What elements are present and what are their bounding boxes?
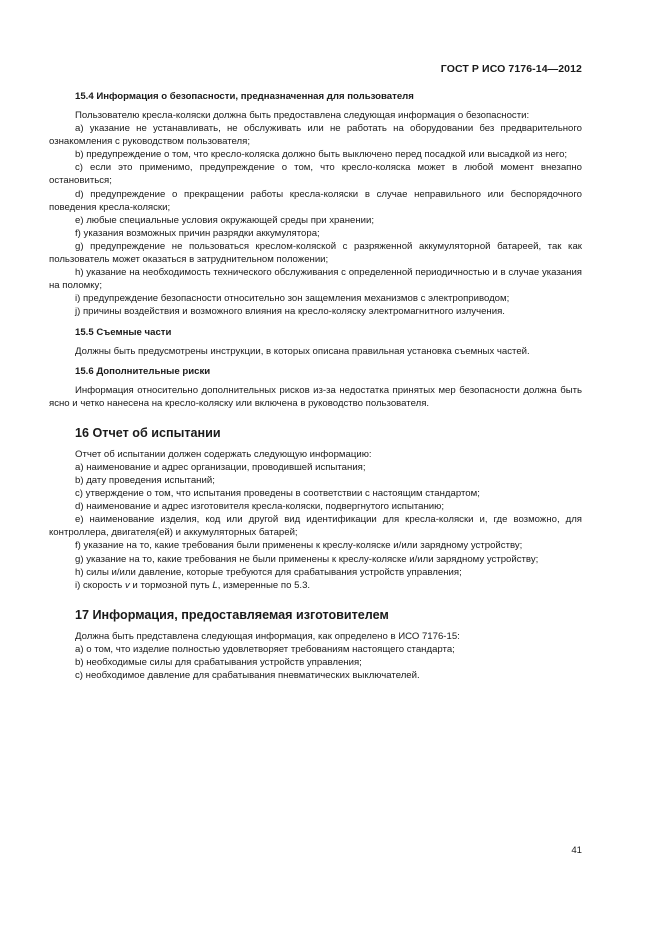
heading-15-4: 15.4 Информация о безопасности, предназначенная для пользователя [75, 91, 414, 102]
list-item: h) указание на необходимость технического обслуживания с определенной периодичностью и в случае указания на поломку; [49, 267, 582, 292]
paragraph-16-intro: Отчет об испытании должен содержать следующую информацию: [75, 448, 372, 460]
heading-15-6: 15.6 Дополнительные риски [75, 365, 211, 377]
list-item: b) предупреждение о том, что кресло-коляска должно быть выключено перед посадкой или высадкой из него; [75, 149, 568, 161]
list-item-i-mid: и тормозной путь [129, 579, 213, 591]
heading-15-5: 15.5 Съемные части [75, 326, 172, 338]
list-item: c) необходимое давление для срабатывания пневматических выключателей. [75, 670, 420, 682]
list-item: f) указание на то, какие требования были применены к креслу-коляске и/или зарядному устройству; [75, 540, 523, 552]
paragraph-17-intro: Должна быть представлена следующая информация, как определено в ИСО 7176-15: [75, 630, 460, 642]
list-item-i-suffix: , измеренные по 5.3. [217, 579, 311, 591]
list-item: b) дату проведения испытаний; [75, 474, 215, 486]
list-item: j) причины воздействия и возможного влияния на кресло-коляску электромагнитного излучения. [75, 306, 505, 318]
list-item: c) если это применимо, предупреждение о том, что кресло-коляска может в любой момент внезапно остановиться; [49, 162, 582, 187]
document-code: ГОСТ Р ИСО 7176-14—2012 [440, 63, 582, 75]
list-item: g) указание на то, какие требования не были применены к креслу-коляске и/или зарядному устройству; [75, 553, 539, 565]
page-number: 41 [571, 845, 582, 856]
paragraph-15-4-intro: Пользователю кресла-коляски должна быть предоставлена следующая информация о безопасности: [75, 110, 530, 121]
list-item: a) наименование и адрес организации, проводившей испытания; [75, 461, 366, 473]
list-item: e) любые специальные условия окружающей среды при хранении; [75, 214, 375, 226]
list-item: b) необходимые силы для срабатывания устройств управления; [75, 657, 362, 668]
list-item: d) наименование и адрес изготовителя кресла-коляски, подвергнутого испытанию; [75, 501, 445, 513]
list-item: g) предупреждение не пользоваться креслом-коляской с разряженной аккумуляторной батареей, так как пользователь может оказаться в затруднительном положении; [49, 240, 582, 266]
list-item: i) предупреждение безопасности относительно зон защемления механизмов с электроприводом; [75, 293, 510, 305]
list-item: a) указание не устанавливать, не обслуживать или не работать на оборудовании без предварительного ознакомления с руководством пользователя; [49, 123, 582, 148]
paragraph-15-6: Информация относительно дополнительных рисков из-за недостатка принятых мер безопасности должна быть ясно и четко нанесена на кресло-коляску или включена в руководство пользователя. [49, 384, 582, 409]
heading-section-17: 17 Информация, предоставляемая изготовителем [75, 607, 389, 622]
list-item: e) наименование изделия, код или другой вид идентификации для кресла-коляски и, где возможно, для контроллера, двигателя(ей) и аккумуляторных батарей; [49, 514, 582, 539]
list-item-i [49, 579, 582, 592]
list-item: c) утверждение о том, что испытания проведены в соответствии с настоящим стандартом; [75, 488, 480, 500]
variable-l: L [212, 579, 218, 591]
page-content [49, 90, 582, 682]
paragraph-15-5: Должны быть предусмотрены инструкции, в которых описана правильная установка съемных частей. [75, 345, 530, 357]
list-item: h) силы и/или давление, которые требуются для срабатывания устройств управления; [75, 566, 462, 578]
heading-section-16: 16 Отчет об испытании [75, 425, 221, 440]
list-item: d) предупреждение о прекращении работы кресла-коляски в случае неправильного или беспорядочного поведения кресла-коляски; [49, 188, 582, 213]
list-item-i-prefix: i) скорость [75, 579, 125, 591]
list-item: f) указания возможных причин разрядки аккумулятора; [75, 227, 320, 239]
list-item: a) о том, что изделие полностью удовлетворяет требованиям настоящего стандарта; [75, 643, 455, 655]
variable-v: v [124, 579, 130, 591]
